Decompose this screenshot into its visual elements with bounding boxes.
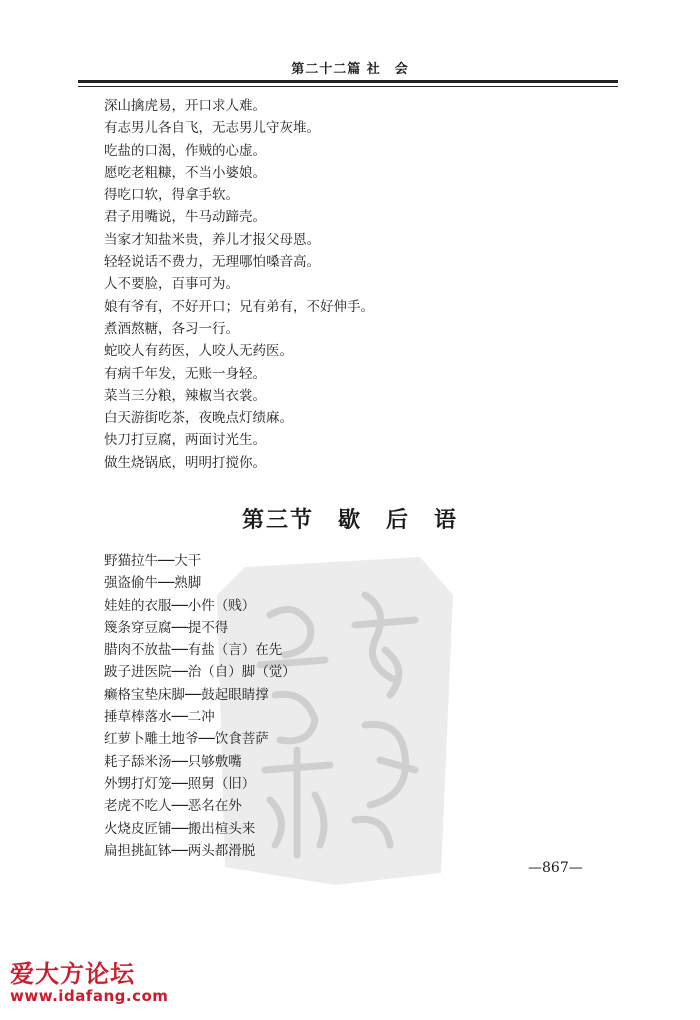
proverb-line: 深山擒虎易，开口求人难。 xyxy=(104,98,266,114)
proverb-line: 白天游街吃茶，夜晚点灯绩麻。 xyxy=(104,410,293,427)
proverb-line: 娘有爷有，不好开口；兄有弟有，不好伸手。 xyxy=(104,298,374,315)
xiehouyu-line: 腊肉不放盐──有盐（言）在先 xyxy=(104,642,283,659)
proverb-line: 愿吃老粗糠，不当小婆娘。 xyxy=(104,164,266,181)
proverb-line: 做生烧锅底，明明打搅你。 xyxy=(104,454,266,471)
proverb-line: 煮酒熬糖，各习一行。 xyxy=(104,320,239,337)
xiehouyu-line: 强盗偷牛──熟脚 xyxy=(104,575,202,592)
proverb-line: 得吃口软，得拿手软。 xyxy=(104,187,239,204)
proverb-line: 有病千年发，无账一身轻。 xyxy=(104,365,266,382)
proverb-line: 吃盐的口渴，作贼的心虚。 xyxy=(104,142,266,159)
watermark-url[interactable]: www.idafang.com xyxy=(10,987,169,1005)
section-title: 第三节 歇 后 语 xyxy=(241,507,458,533)
xiehouyu-list xyxy=(104,550,504,862)
proverb-line: 当家才知盐米贵，养儿才报父母恩。 xyxy=(104,231,320,248)
xiehouyu-line: 扁担挑缸钵──两头都滑脱 xyxy=(104,842,256,859)
header-rule-thick xyxy=(78,80,618,83)
header-rule-thin xyxy=(78,86,618,87)
xiehouyu-line: 娃娃的衣服──小件（贱） xyxy=(104,597,256,614)
proverb-line: 有志男儿各自飞，无志男儿守灰堆。 xyxy=(104,120,320,137)
proverb-line: 菜当三分粮，辣椒当衣裳。 xyxy=(104,387,266,404)
xiehouyu-line: 野猫拉牛──大干 xyxy=(104,553,202,569)
site-watermark[interactable] xyxy=(10,962,168,1004)
xiehouyu-line: 捶草棒落水──二冲 xyxy=(104,709,215,726)
proverb-line: 人不要脸，百事可为。 xyxy=(104,276,239,293)
xiehouyu-line: 篾条穿豆腐──提不得 xyxy=(104,619,229,636)
xiehouyu-line: 红萝卜雕土地爷──饮食菩萨 xyxy=(104,731,269,748)
page-header: 第二十二篇 社 会 xyxy=(291,62,409,77)
watermark-site-name: 爱大方论坛 xyxy=(10,960,135,988)
xiehouyu-line: 耗子舔米汤──只够敷嘴 xyxy=(104,753,242,770)
xiehouyu-line: 老虎不吃人──恶名在外 xyxy=(104,798,242,815)
xiehouyu-line: 癞格宝垫床脚──鼓起眼睛撑 xyxy=(104,686,269,703)
proverb-line: 快刀打豆腐，两面讨光生。 xyxy=(104,432,266,449)
xiehouyu-line: 火烧皮匠铺──搬出楦头来 xyxy=(104,820,256,837)
proverb-list xyxy=(104,95,604,474)
proverb-line: 君子用嘴说，牛马动蹄壳。 xyxy=(104,209,266,226)
xiehouyu-line: 跛子进医院──治（自）脚（觉） xyxy=(104,664,296,681)
xiehouyu-line: 外甥打灯笼──照舅（旧） xyxy=(104,775,256,792)
page-number: —867— xyxy=(528,860,583,876)
proverb-line: 蛇咬人有药医，人咬人无药医。 xyxy=(104,343,293,360)
proverb-line: 轻轻说话不费力，无理哪怕嗓音高。 xyxy=(104,254,320,271)
